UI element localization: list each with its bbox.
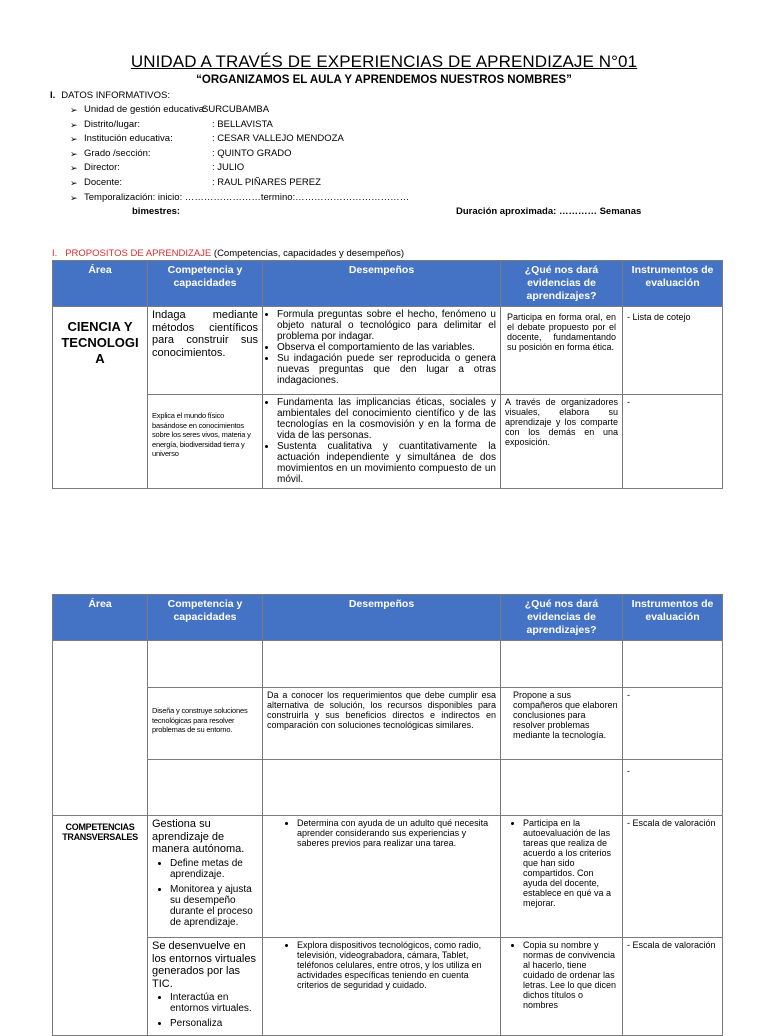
competencia-cell: [148, 938, 263, 1036]
document-subtitle: “ORGANIZAMOS EL AULA Y APRENDEMOS NUESTROS NOMBRES”: [196, 74, 572, 86]
desempenos-list: [267, 309, 496, 386]
instrumento-cell: -: [623, 760, 723, 816]
info-label: Temporalización: inicio: ……………………termino:………………………………: [84, 191, 410, 203]
header-evidencias: ¿Qué nos dará evidencias de aprendizajes?: [501, 261, 623, 307]
capacidades-list: [152, 858, 258, 928]
list-item: • Formula preguntas sobre el hecho, fenómeno u objeto natural o tecnológico para delimitar el problema por indagar.: [277, 309, 496, 342]
bimestres-label: bimestres:: [132, 206, 181, 217]
list-item: • Fundamenta las implicancias éticas, sociales y ambientales del conocimiento científico y de las tecnologías en la cosmovisión y en la forma de vida de las personas.: [277, 397, 496, 441]
info-label: Grado /sección:: [84, 147, 151, 159]
competencia-cell: [148, 760, 263, 816]
evidencias-cell: Propone a sus compañeros que elaboren conclusiones para resolver problemas mediante la tecnología.: [501, 688, 623, 760]
propositos-table-1: [52, 260, 723, 489]
evidencias-cell: [501, 760, 623, 816]
header-instrumentos: Instrumentos de evaluación: [623, 595, 723, 641]
desempenos-cell: [263, 641, 501, 688]
propositos-table-2: [52, 594, 723, 1036]
section-number: I.: [52, 248, 58, 259]
arrow-bullet-icon: ➢: [70, 192, 78, 203]
info-value: SURCUBAMBA: [202, 104, 270, 115]
section-datos-informativos: [50, 90, 170, 101]
desempenos-cell: [263, 307, 501, 395]
desempenos-cell: Da a conocer los requerimientos que debe cumplir esa alternativa de solución, los recursos disponibles para construirla y sus beneficios directos e indirectos en comparación con soluciones tecnológicas similares.: [263, 688, 501, 760]
competencia-text: Se desenvuelve en los entornos virtuales generados por las TIC.: [152, 940, 256, 990]
section-label: DATOS INFORMATIVOS:: [61, 90, 171, 101]
list-item: • Participa en la autoevaluación de las tareas que realiza de acuerdo a los criterios que han sido compartidos. Con ayuda del docente, establece en qué va a mejorar.: [523, 818, 618, 908]
desempenos-cell: [263, 938, 501, 1036]
info-value: : QUINTO GRADO: [212, 147, 292, 159]
table-row: [53, 688, 723, 760]
instrumento-cell: - Escala de valoración: [623, 816, 723, 938]
evidencias-list: [505, 940, 618, 1010]
list-item: • Copia su nombre y normas de convivencia al hacerlo, tiene cuidado de ordenar las letras. Lee lo que dicen dichos títulos o nombres: [523, 940, 618, 1010]
table-row: [53, 395, 723, 489]
info-label: Docente:: [84, 176, 123, 188]
list-item: • Determina con ayuda de un adulto qué necesita aprender considerando sus experiencias y saberes previos para realizar una tarea.: [297, 818, 496, 848]
info-label: Distrito/lugar:: [84, 118, 140, 130]
evidencias-cell: [501, 938, 623, 1036]
info-value: : JULIO: [212, 162, 245, 174]
instrumento-cell: -: [623, 688, 723, 760]
list-item: • Define metas de aprendizaje.: [170, 858, 258, 880]
arrow-bullet-icon: ➢: [70, 134, 78, 145]
info-label: Director:: [84, 162, 120, 174]
header-competencia: Competencia y capacidades: [148, 261, 263, 307]
list-item: • Sustenta cualitativa y cuantitativamente la actuación independiente y simultánea de dos movimientos en un movimiento compuesto de un móvil.: [277, 441, 496, 485]
header-instrumentos: Instrumentos de evaluación: [623, 261, 723, 307]
desempenos-list: [277, 818, 496, 848]
evidencias-cell: A través de organizadores visuales, elabora su aprendizaje y los comparte con los demás en una exposición.: [501, 395, 623, 489]
competencia-cell: Diseña y construye soluciones tecnológicas para resolver problemas de su entorno.: [148, 688, 263, 760]
document-title: UNIDAD A TRAVÉS DE EXPERIENCIAS DE APRENDIZAJE N°01: [130, 52, 638, 71]
list-item: • Observa el comportamiento de las variables.: [277, 342, 496, 353]
capacidades-list: [152, 992, 258, 1029]
info-value: : CESAR VALLEJO MENDOZA: [212, 133, 344, 145]
arrow-bullet-icon: ➢: [70, 163, 78, 174]
desempenos-cell: [263, 816, 501, 938]
desempenos-list: [267, 397, 496, 485]
arrow-bullet-icon: ➢: [70, 119, 78, 130]
duracion-label: Duración aproximada: ………… Semanas: [456, 206, 642, 217]
arrow-bullet-icon: ➢: [70, 148, 78, 159]
competencia-cell: [148, 641, 263, 688]
competencia-cell: Explica el mundo físico basándose en conocimientos sobre los seres vivos, materia y energía, biodiversidad tierra y universo: [148, 395, 263, 489]
header-area: Área: [53, 261, 148, 307]
header-desempenos: Desempeños: [263, 595, 501, 641]
evidencias-cell: [501, 641, 623, 688]
list-item: • Personaliza: [170, 1018, 258, 1029]
table-row: [53, 816, 723, 938]
desempenos-cell: [263, 395, 501, 489]
table-row: [53, 307, 723, 395]
desempenos-cell: [263, 760, 501, 816]
info-label: Institución educativa:: [84, 133, 173, 145]
desempenos-list: [277, 940, 496, 990]
table-header-row: [53, 261, 723, 307]
evidencias-cell: [501, 816, 623, 938]
info-value: : RAUL PIÑARES PEREZ: [212, 176, 321, 188]
section-label: PROPOSITOS DE APRENDIZAJE: [65, 248, 212, 259]
info-value: : BELLAVISTA: [212, 118, 273, 130]
table-row: [53, 760, 723, 816]
info-label: Unidad de gestión educativa:: [84, 104, 207, 115]
instrumento-cell: - Escala de valoración: [623, 938, 723, 1036]
area-cell: [53, 641, 148, 816]
instrumento-cell: [623, 641, 723, 688]
table-row: [53, 641, 723, 688]
table-row: [53, 938, 723, 1036]
competencia-cell: Indaga mediante métodos científicos para construir sus conocimientos.: [148, 307, 263, 395]
area-cell: COMPETENCIAS TRANSVERSALES: [53, 816, 148, 1036]
competencia-text: Gestiona su aprendizaje de manera autónoma.: [152, 818, 245, 855]
header-desempenos: Desempeños: [263, 261, 501, 307]
instrumento-cell: -: [623, 395, 723, 489]
arrow-bullet-icon: ➢: [70, 105, 78, 115]
arrow-bullet-icon: ➢: [70, 177, 78, 188]
evidencias-cell: Participa en forma oral, en el debate propuesto por el docente, fundamentando su posición en forma ética.: [501, 307, 623, 395]
header-evidencias: ¿Qué nos dará evidencias de aprendizajes?: [501, 595, 623, 641]
list-item: • Explora dispositivos tecnológicos, como radio, televisión, videograbadora, cámara, Tablet, teléfonos celulares, entre otros, y los utiliza en actividades específicas teniendo en cuenta criterios de seguridad y cuidado.: [297, 940, 496, 990]
competencia-cell: [148, 816, 263, 938]
list-item: • Monitorea y ajusta su desempeño durante el proceso de aprendizaje.: [170, 884, 258, 928]
list-item: • Su indagación puede ser reproducida o genera nuevas preguntas que den lugar a otras indagaciones.: [277, 353, 496, 386]
area-cell: CIENCIA Y TECNOLOGI A: [53, 307, 148, 489]
section-number: I.: [50, 90, 56, 101]
section-extra: (Competencias, capacidades y desempeños): [213, 248, 405, 259]
table-header-row: [53, 595, 723, 641]
header-area: Área: [53, 595, 148, 641]
instrumento-cell: - Lista de cotejo: [623, 307, 723, 395]
evidencias-list: [505, 818, 618, 908]
list-item: • Interactúa en entornos virtuales.: [170, 992, 258, 1014]
section-propositos: [52, 248, 404, 259]
header-competencia: Competencia y capacidades: [148, 595, 263, 641]
